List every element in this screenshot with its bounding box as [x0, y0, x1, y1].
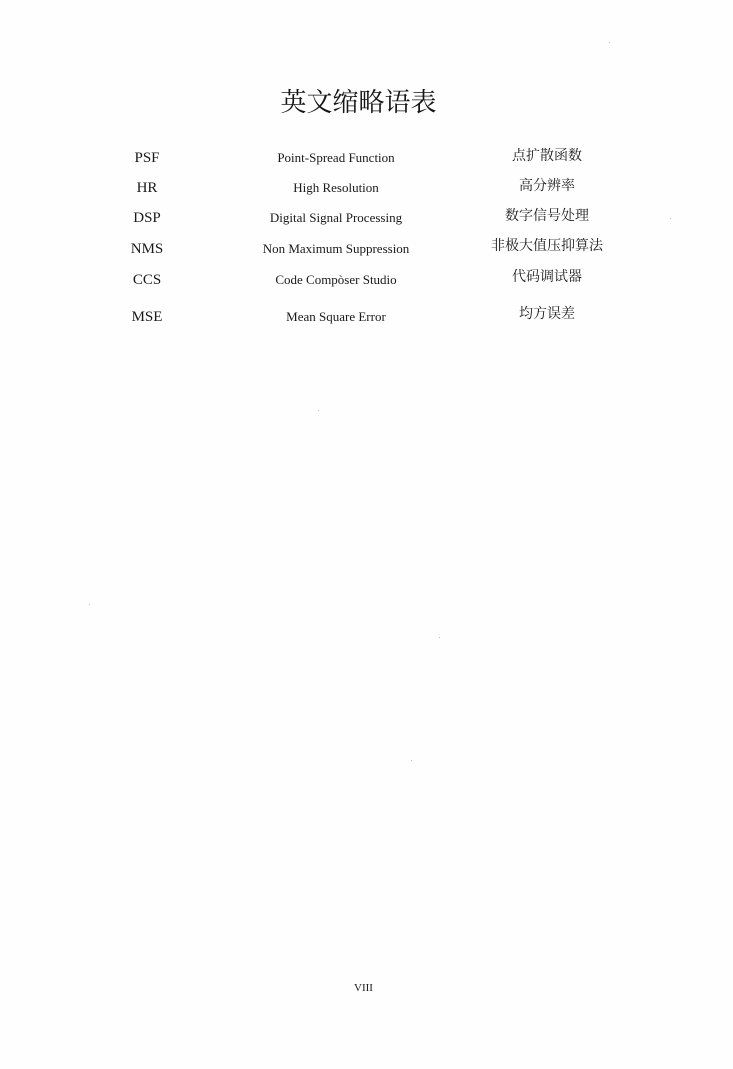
- abbreviation-row: [0, 178, 733, 202]
- chinese-term: 均方误差: [519, 306, 575, 322]
- abbreviation-row: [0, 239, 733, 263]
- abbreviation: NMS: [130, 241, 164, 257]
- abbreviation-row: [0, 148, 733, 172]
- english-term: High Resolution: [293, 180, 379, 195]
- english-term: Mean Square Error: [286, 309, 386, 324]
- page-title: 英文缩略语表: [280, 88, 437, 118]
- scan-speck: [609, 42, 610, 43]
- scan-speck: [670, 218, 671, 219]
- abbreviation: HR: [136, 180, 158, 196]
- scan-speck: [411, 760, 412, 761]
- chinese-term: 代码调试器: [512, 269, 582, 285]
- chinese-term: 点扩散函数: [512, 148, 582, 164]
- scan-speck: [318, 410, 319, 411]
- english-term: Code Compòser Studio: [275, 272, 397, 287]
- scan-speck: [89, 604, 90, 605]
- abbreviation: CCS: [132, 272, 162, 288]
- chinese-term: 非极大值压抑算法: [491, 238, 603, 254]
- abbreviation: PSF: [134, 150, 160, 166]
- english-term: Digital Signal Processing: [269, 210, 403, 225]
- page-number: VIII: [354, 982, 373, 994]
- scan-speck: [439, 637, 440, 638]
- abbreviation: DSP: [133, 210, 161, 226]
- english-term: Point-Spread Function: [277, 150, 395, 165]
- abbreviation: MSE: [131, 309, 163, 325]
- chinese-term: 数字信号处理: [505, 208, 589, 224]
- chinese-term: 高分辨率: [519, 178, 575, 194]
- english-term: Non Maximum Suppression: [262, 241, 410, 256]
- abbreviation-row: [0, 270, 733, 294]
- abbreviation-row: [0, 307, 733, 331]
- abbreviation-row: [0, 208, 733, 232]
